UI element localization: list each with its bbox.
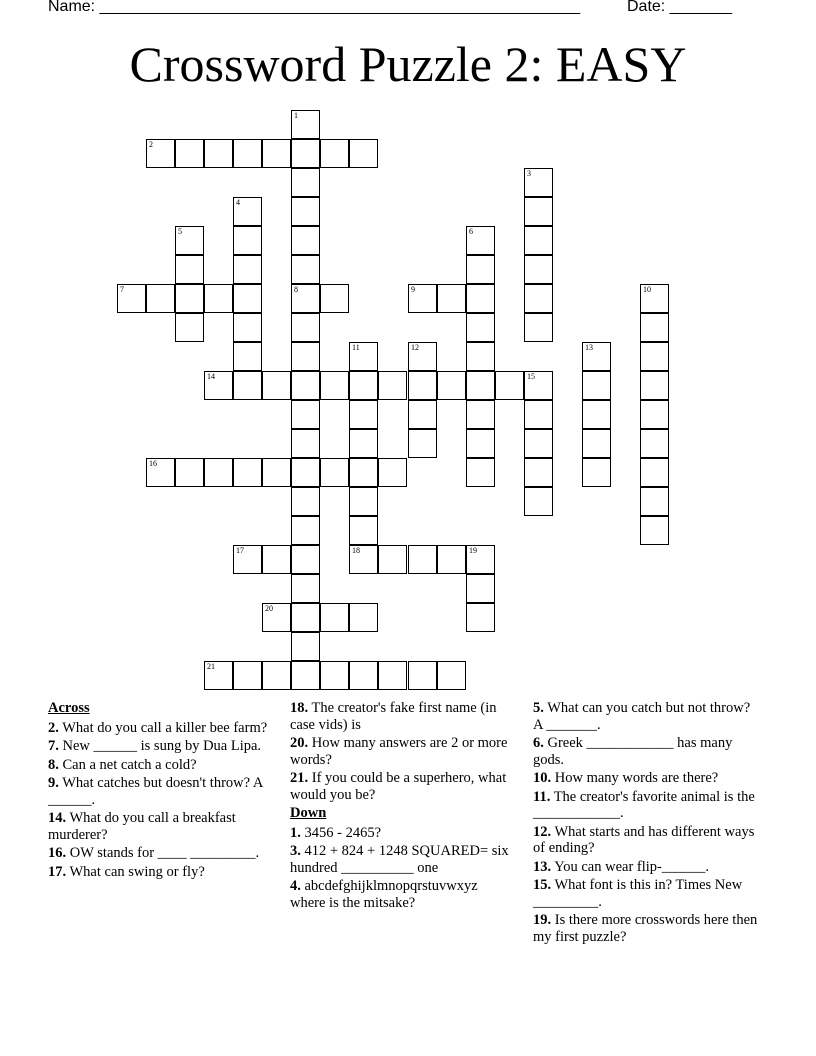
clue-item-text: Is there more crosswords here then my first puzzle? (533, 912, 758, 945)
grid-cell[interactable] (175, 284, 204, 313)
grid-cell[interactable] (204, 139, 233, 168)
clue-item (48, 720, 276, 737)
grid-cell[interactable] (146, 284, 175, 313)
clue-item-text: What do you call a breakfast murderer? (48, 810, 236, 843)
clue-item-number: 10. (533, 770, 552, 786)
grid-cell[interactable] (582, 342, 611, 371)
grid-cell[interactable] (466, 429, 495, 458)
grid-cell[interactable] (582, 458, 611, 487)
grid-cell[interactable] (175, 226, 204, 255)
grid-cell[interactable] (640, 284, 669, 313)
grid-cell[interactable] (349, 487, 378, 516)
clue-item-number: 11. (533, 788, 551, 805)
clue-item (48, 864, 276, 881)
grid-cell[interactable] (582, 429, 611, 458)
grid-cell[interactable] (233, 545, 262, 574)
grid-cell[interactable] (291, 197, 320, 226)
clue-item-number: 20. (290, 735, 309, 751)
clue-number: 15 (527, 372, 535, 381)
grid-cell[interactable] (233, 255, 262, 284)
clue-item-number: 3. (290, 843, 301, 859)
grid-cell[interactable] (408, 661, 437, 690)
clue-item-text: You can wear flip-______. (551, 858, 709, 875)
grid-cell[interactable] (408, 429, 437, 458)
grid-cell[interactable] (233, 661, 262, 690)
clue-item-number: 4. (290, 878, 301, 894)
grid-cell[interactable] (262, 545, 291, 574)
clue-item-text: OW stands for ____ _________. (66, 845, 260, 861)
grid-cell[interactable] (291, 545, 320, 574)
clue-item-text: abcdefghijklmnopqrstuvwxyz where is the mitsake? (290, 878, 478, 911)
clue-item-number: 16. (48, 845, 67, 861)
grid-cell[interactable] (233, 371, 262, 400)
clue-item-text: Greek ____________ has many gods. (533, 735, 733, 768)
clue-item (533, 859, 761, 876)
clue-item-text: What catches but doesn't throw? A ______. (48, 775, 263, 808)
grid-cell[interactable] (204, 661, 233, 690)
grid-cell[interactable] (291, 284, 320, 313)
clue-item-number: 14. (48, 810, 67, 826)
name-field[interactable]: Name: ______________________________________________________ (48, 0, 581, 15)
grid-cell[interactable] (640, 400, 669, 429)
clue-item (290, 700, 516, 733)
grid-cell[interactable] (262, 139, 291, 168)
grid-cell[interactable] (466, 255, 495, 284)
grid-cell[interactable] (175, 313, 204, 342)
grid-cell[interactable] (640, 516, 669, 545)
clue-item (533, 877, 761, 910)
grid-cell[interactable] (291, 603, 320, 632)
clue-number: 14 (207, 372, 215, 381)
clue-item-text: 412 + 824 + 1248 SQUARED= six hundred __________ one (290, 843, 509, 876)
clue-number: 12 (411, 343, 419, 352)
grid-cell[interactable] (466, 342, 495, 371)
grid-cell[interactable] (262, 661, 291, 690)
clue-item (533, 912, 761, 945)
clue-number: 3 (527, 169, 531, 178)
clue-item-number: 18. (290, 700, 309, 716)
grid-cell[interactable] (291, 168, 320, 197)
grid-cell[interactable] (233, 197, 262, 226)
clue-number: 13 (585, 343, 593, 352)
clue-item-number: 19. (533, 912, 552, 928)
grid-cell[interactable] (466, 400, 495, 429)
grid-cell[interactable] (524, 458, 553, 487)
grid-cell[interactable] (146, 458, 175, 487)
grid-cell[interactable] (349, 661, 378, 690)
grid-cell[interactable] (524, 487, 553, 516)
grid-cell[interactable] (291, 574, 320, 603)
grid-cell[interactable] (466, 226, 495, 255)
clue-item-text: The creator's fake first name (in case vids) is (290, 700, 497, 733)
clue-number: 16 (149, 459, 157, 468)
grid-cell[interactable] (640, 342, 669, 371)
grid-cell[interactable] (437, 284, 466, 313)
clue-item-text: The creator's favorite animal is the ____________. (533, 788, 755, 821)
grid-cell[interactable] (524, 371, 553, 400)
clue-number: 1 (294, 111, 298, 120)
clue-item-text: What starts and has different ways of ending? (533, 823, 755, 856)
grid-cell[interactable] (466, 574, 495, 603)
grid-cell[interactable] (291, 226, 320, 255)
grid-cell[interactable] (320, 139, 349, 168)
clue-number: 6 (469, 227, 473, 236)
clue-number: 20 (265, 604, 273, 613)
clue-item-number: 21. (290, 770, 309, 786)
grid-cell[interactable] (378, 371, 407, 400)
clue-item (290, 735, 516, 768)
clues-column-2 (290, 700, 516, 913)
grid-cell[interactable] (349, 139, 378, 168)
grid-cell[interactable] (378, 661, 407, 690)
grid-cell[interactable] (437, 661, 466, 690)
grid-cell[interactable] (233, 139, 262, 168)
clue-item-number: 9. (48, 775, 59, 791)
clue-item (290, 843, 516, 876)
clue-item (48, 810, 276, 843)
grid-cell[interactable] (233, 226, 262, 255)
grid-cell[interactable] (582, 371, 611, 400)
grid-cell[interactable] (262, 458, 291, 487)
page-title: Crossword Puzzle 2: EASY (129, 36, 687, 92)
clue-item-number: 5. (533, 700, 544, 716)
clue-item (533, 735, 761, 768)
clue-item-text: What do you call a killer bee farm? (58, 719, 268, 736)
grid-cell[interactable] (495, 371, 524, 400)
clue-item-text: New ______ is sung by Dua Lipa. (58, 738, 262, 754)
clue-number: 9 (411, 285, 415, 294)
clue-item (48, 845, 276, 862)
clue-number: 8 (294, 285, 298, 294)
grid-cell[interactable] (466, 371, 495, 400)
grid-cell[interactable] (524, 429, 553, 458)
clue-item (290, 770, 516, 803)
grid-cell[interactable] (291, 400, 320, 429)
grid-cell[interactable] (524, 284, 553, 313)
clue-item-text: If you could be a superhero, what would you be? (290, 770, 507, 803)
clue-item-number: 13. (533, 858, 552, 875)
grid-cell[interactable] (320, 603, 349, 632)
grid-cell[interactable] (291, 632, 320, 661)
clue-item-text: What can swing or fly? (66, 863, 205, 880)
clues-column-1 (48, 700, 276, 882)
grid-cell[interactable] (378, 458, 407, 487)
grid-cell[interactable] (437, 545, 466, 574)
grid-cell[interactable] (640, 371, 669, 400)
clue-item-text: How many words are there? (551, 770, 719, 786)
clue-number: 19 (469, 546, 477, 555)
clue-number: 10 (643, 285, 651, 294)
grid-cell[interactable] (524, 197, 553, 226)
clue-item (533, 824, 761, 857)
grid-cell[interactable] (320, 371, 349, 400)
grid-cell[interactable] (524, 313, 553, 342)
grid-cell[interactable] (175, 255, 204, 284)
grid-cell[interactable] (408, 342, 437, 371)
clue-item-number: 7. (48, 738, 59, 754)
grid-cell[interactable] (349, 458, 378, 487)
clue-item (48, 775, 276, 808)
clues-column-3 (533, 700, 761, 947)
grid-cell[interactable] (204, 371, 233, 400)
grid-cell[interactable] (320, 661, 349, 690)
clue-item (290, 878, 516, 911)
grid-cell[interactable] (524, 226, 553, 255)
grid-cell[interactable] (291, 487, 320, 516)
grid-cell[interactable] (349, 603, 378, 632)
grid-cell[interactable] (466, 458, 495, 487)
clue-item (48, 757, 276, 774)
grid-cell[interactable] (640, 458, 669, 487)
date-field[interactable]: Date: _______ (627, 0, 732, 15)
clue-number: 18 (352, 546, 360, 555)
grid-cell[interactable] (291, 110, 320, 139)
grid-cell[interactable] (204, 458, 233, 487)
grid-cell[interactable] (349, 429, 378, 458)
grid-cell[interactable] (524, 168, 553, 197)
grid-cell[interactable] (408, 284, 437, 313)
grid-cell[interactable] (466, 313, 495, 342)
clue-item-number: 2. (48, 719, 59, 736)
grid-cell[interactable] (291, 371, 320, 400)
grid-cell[interactable] (233, 284, 262, 313)
grid-cell[interactable] (233, 342, 262, 371)
grid-cell[interactable] (291, 139, 320, 168)
grid-cell[interactable] (291, 313, 320, 342)
grid-cell[interactable] (233, 458, 262, 487)
grid-cell[interactable] (349, 545, 378, 574)
grid-cell[interactable] (291, 255, 320, 284)
clue-item-text: 3456 - 2465? (300, 824, 382, 841)
grid-cell[interactable] (378, 545, 407, 574)
grid-cell[interactable] (204, 284, 233, 313)
grid-cell[interactable] (349, 371, 378, 400)
grid-cell[interactable] (408, 400, 437, 429)
grid-cell[interactable] (262, 603, 291, 632)
grid-cell[interactable] (320, 284, 349, 313)
clue-item (290, 825, 516, 842)
grid-cell[interactable] (146, 139, 175, 168)
grid-cell[interactable] (291, 342, 320, 371)
grid-cell[interactable] (349, 342, 378, 371)
clue-number: 5 (178, 227, 182, 236)
grid-cell[interactable] (175, 139, 204, 168)
grid-cell[interactable] (582, 400, 611, 429)
clue-number: 2 (149, 140, 153, 149)
clue-item-number: 15. (533, 877, 552, 893)
clue-number: 4 (236, 198, 240, 207)
clue-item-text: Can a net catch a cold? (58, 756, 197, 773)
clue-item-text: What font is this in? Times New _________. (533, 877, 743, 910)
grid-cell[interactable] (640, 313, 669, 342)
grid-cell[interactable] (466, 545, 495, 574)
grid-cell[interactable] (524, 255, 553, 284)
clue-item-number: 17. (48, 863, 67, 880)
clue-number: 21 (207, 662, 215, 671)
across-heading: Across (48, 700, 90, 716)
grid-cell[interactable] (291, 458, 320, 487)
grid-cell[interactable] (408, 545, 437, 574)
down-heading: Down (290, 805, 327, 821)
grid-cell[interactable] (640, 487, 669, 516)
clue-item-number: 12. (533, 823, 552, 840)
grid-cell[interactable] (320, 458, 349, 487)
grid-cell[interactable] (117, 284, 146, 313)
grid-cell[interactable] (291, 516, 320, 545)
clue-item-number: 1. (290, 824, 301, 841)
clue-item-number: 6. (533, 735, 544, 751)
grid-cell[interactable] (466, 603, 495, 632)
grid-cell[interactable] (349, 516, 378, 545)
clue-number: 17 (236, 546, 244, 555)
grid-cell[interactable] (466, 284, 495, 313)
clue-item (533, 770, 761, 787)
grid-cell[interactable] (524, 400, 553, 429)
clue-item-text: How many answers are 2 or more words? (290, 735, 508, 768)
grid-cell[interactable] (291, 429, 320, 458)
grid-cell[interactable] (233, 313, 262, 342)
clue-item (48, 738, 276, 755)
grid-cell[interactable] (262, 371, 291, 400)
clue-item (533, 789, 761, 822)
grid-cell[interactable] (437, 371, 466, 400)
clue-item-text: What can you catch but not throw? A _______. (533, 700, 751, 733)
grid-cell[interactable] (408, 371, 437, 400)
grid-cell[interactable] (175, 458, 204, 487)
grid-cell[interactable] (291, 661, 320, 690)
clue-number: 7 (120, 285, 124, 294)
grid-cell[interactable] (640, 429, 669, 458)
clue-number: 11 (352, 343, 360, 352)
clue-item (533, 700, 761, 733)
clue-item-number: 8. (48, 756, 59, 773)
grid-cell[interactable] (349, 400, 378, 429)
